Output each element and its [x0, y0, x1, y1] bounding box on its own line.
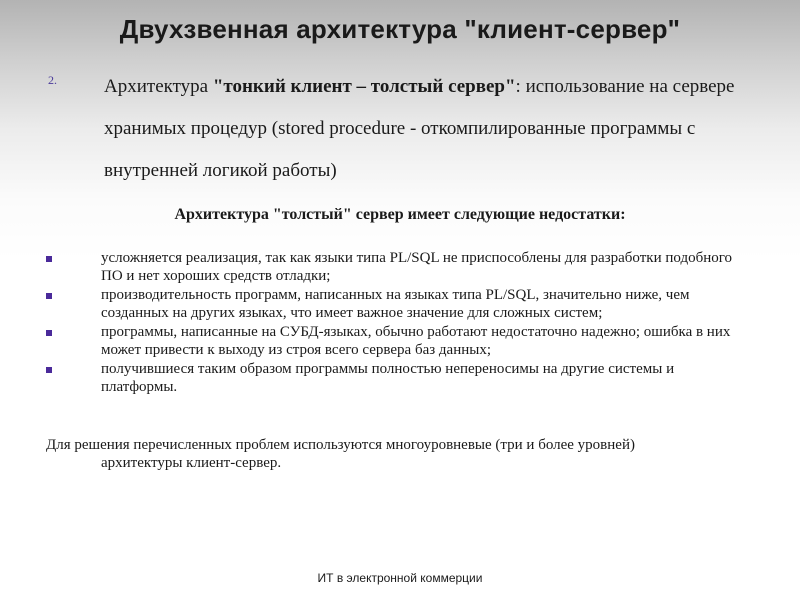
conclusion-line-1: Для решения перечисленных проблем используются многоуровневые (три и более уровней) — [46, 437, 635, 453]
list-item-text: усложняется реализация, так как языки типа PL/SQL не приспособлены для разработки подобного ПО и нет хороших средств отладки; — [101, 250, 733, 284]
list-item-text: программы, написанные на СУБД-языках, обычно работают недостаточно надежно; ошибка в них может привести к выходу из строя всего сервера баз данных; — [101, 324, 731, 358]
numbered-item-prefix: Архитектура — [104, 76, 213, 97]
bullet-list — [46, 250, 746, 398]
square-bullet-icon — [46, 367, 52, 373]
square-bullet-icon — [46, 330, 52, 336]
slide-title: Двухзвенная архитектура "клиент-сервер" — [119, 14, 681, 44]
item-number: 2. — [48, 73, 57, 87]
numbered-item-bold: "тонкий клиент – толстый сервер" — [212, 76, 516, 97]
numbered-item-rest: : использование на сервере хранимых процедур (stored procedure - откомпилированные программы с внутренней логикой работы) — [104, 76, 735, 181]
list-item — [46, 324, 746, 359]
numbered-item-text — [104, 66, 768, 192]
list-item-text: производительность программ, написанных на языках типа PL/SQL, значительно ниже, чем созданных на других языках, что имеет важное значение для сложных систем; — [101, 287, 690, 321]
numbered-item — [48, 66, 768, 192]
square-bullet-icon — [46, 256, 52, 262]
conclusion-line-2: архитектуры клиент-сервер. — [101, 455, 282, 471]
list-item — [46, 250, 746, 285]
square-bullet-icon — [46, 293, 52, 299]
list-item-text: получившиеся таким образом программы полностью непереносимы на другие системы и платформы. — [101, 361, 675, 395]
list-item — [46, 361, 746, 396]
slide-footer: ИТ в электронной коммерции — [317, 571, 483, 585]
subheading: Архитектура "толстый" сервер имеет следующие недостатки: — [174, 206, 626, 223]
list-item — [46, 287, 746, 322]
conclusion-paragraph — [46, 436, 766, 472]
